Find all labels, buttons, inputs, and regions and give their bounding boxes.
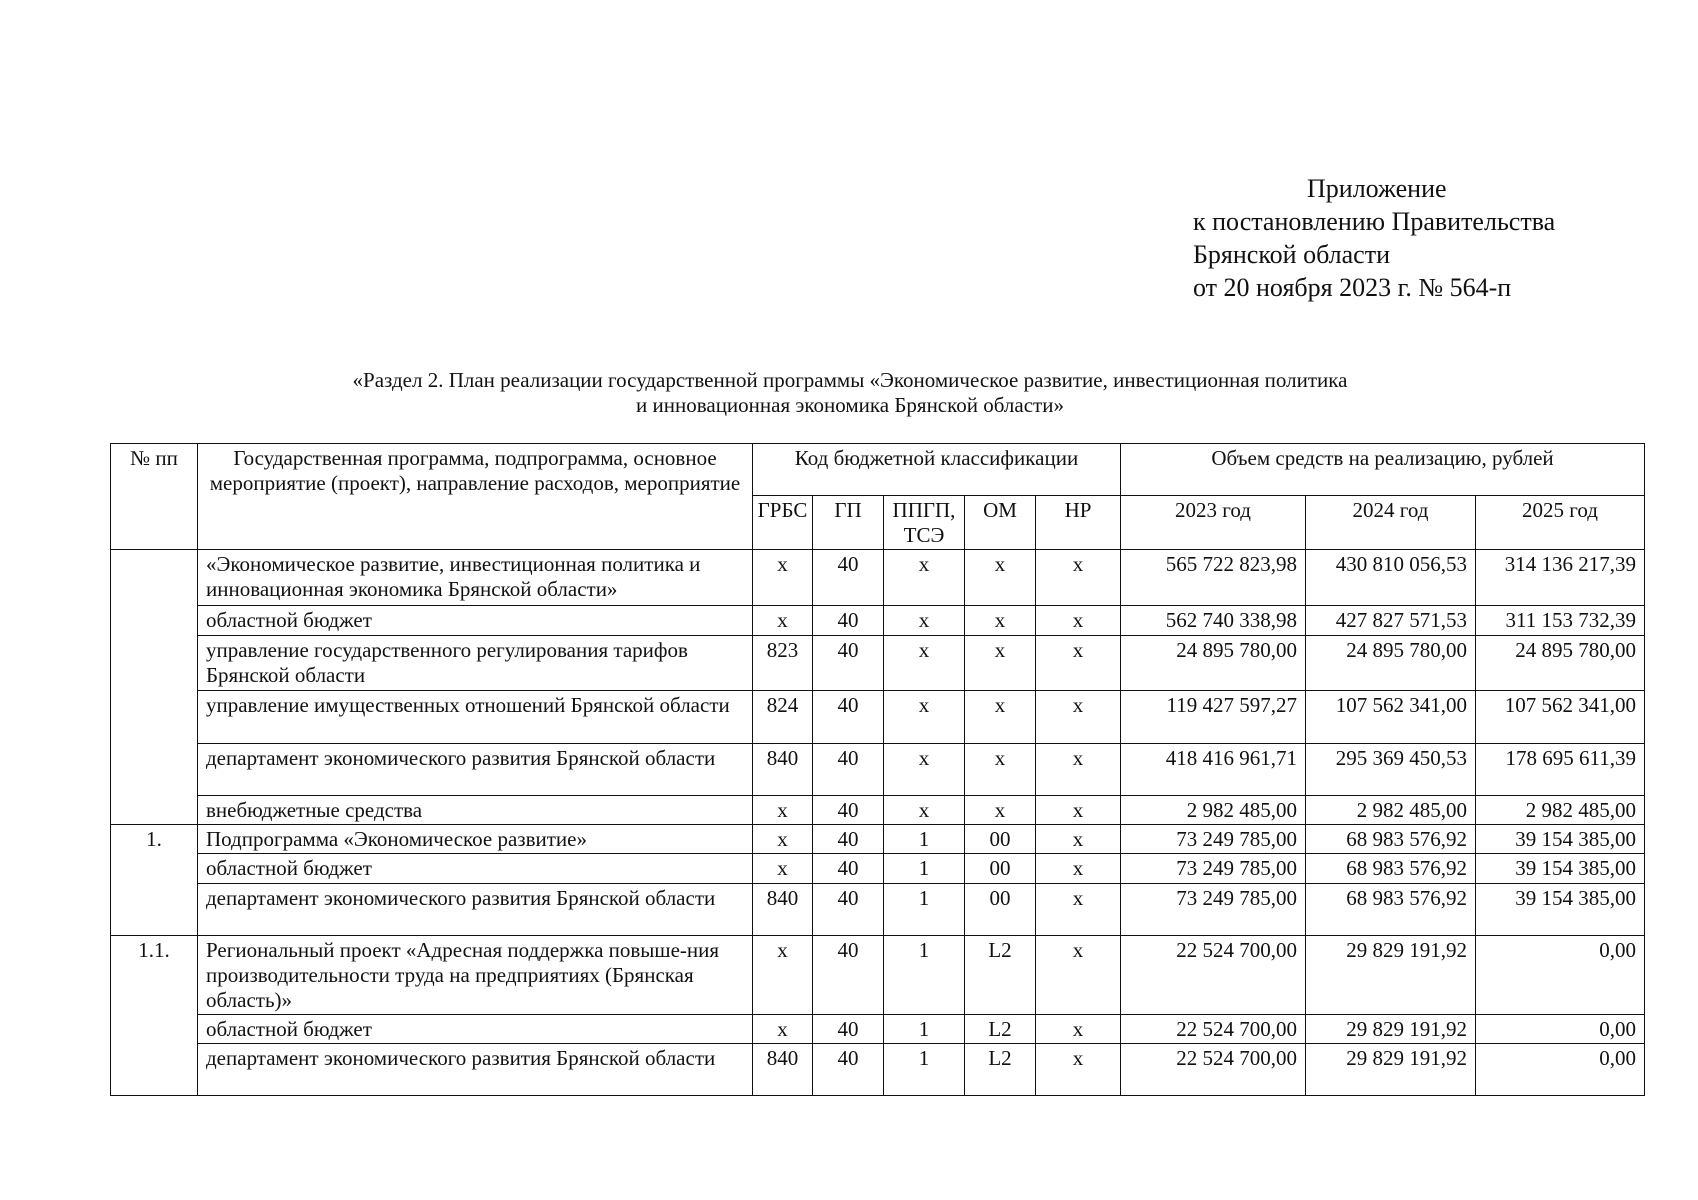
table-row bbox=[111, 744, 1645, 796]
row-2023: 119 427 597,27 bbox=[1121, 691, 1306, 744]
row-name: департамент экономического развития Брянской области bbox=[198, 744, 753, 796]
row-2024: 68 983 576,92 bbox=[1306, 825, 1476, 854]
row-2023: 418 416 961,71 bbox=[1121, 744, 1306, 796]
row-om: х bbox=[965, 691, 1036, 744]
row-2025: 39 154 385,00 bbox=[1476, 825, 1645, 854]
row-2024: 427 827 571,53 bbox=[1306, 606, 1476, 636]
row-gp: 40 bbox=[813, 936, 884, 1015]
row-2025: 0,00 bbox=[1476, 1044, 1645, 1096]
row-gp: 40 bbox=[813, 884, 884, 936]
row-name: областной бюджет bbox=[198, 606, 753, 636]
row-2023: 73 249 785,00 bbox=[1121, 854, 1306, 884]
row-num bbox=[111, 854, 198, 884]
row-name: Подпрограмма «Экономическое развитие» bbox=[198, 825, 753, 854]
row-2024: 29 829 191,92 bbox=[1306, 1015, 1476, 1044]
row-grbs: х bbox=[753, 550, 813, 606]
row-ppgp: 1 bbox=[884, 884, 965, 936]
row-ppgp: х bbox=[884, 744, 965, 796]
row-name: управление государственного регулирования тарифов Брянской области bbox=[198, 636, 753, 691]
table-body bbox=[111, 550, 1645, 1096]
row-om: 00 bbox=[965, 884, 1036, 936]
row-num bbox=[111, 1015, 198, 1044]
row-2023: 2 982 485,00 bbox=[1121, 796, 1306, 825]
row-gp: 40 bbox=[813, 606, 884, 636]
row-gp: 40 bbox=[813, 825, 884, 854]
row-gp: 40 bbox=[813, 691, 884, 744]
table-row bbox=[111, 691, 1645, 744]
header-2023: 2023 год bbox=[1121, 496, 1306, 550]
row-num bbox=[111, 636, 198, 691]
section-title-line-2: и инновационная экономика Брянской области» bbox=[636, 393, 1064, 417]
table-row bbox=[111, 1044, 1645, 1096]
row-2024: 68 983 576,92 bbox=[1306, 854, 1476, 884]
row-2025: 178 695 611,39 bbox=[1476, 744, 1645, 796]
row-2024: 68 983 576,92 bbox=[1306, 884, 1476, 936]
row-2024: 430 810 056,53 bbox=[1306, 550, 1476, 606]
row-ppgp: 1 bbox=[884, 854, 965, 884]
header-volume-group: Объем средств на реализацию, рублей bbox=[1121, 444, 1645, 496]
row-name: департамент экономического развития Брянской области bbox=[198, 884, 753, 936]
table-row bbox=[111, 606, 1645, 636]
row-2024: 295 369 450,53 bbox=[1306, 744, 1476, 796]
row-num bbox=[111, 884, 198, 936]
row-gp: 40 bbox=[813, 744, 884, 796]
row-name: Региональный проект «Адресная поддержка повыше-ния производительности труда на предприятиях (Брянская область)» bbox=[198, 936, 753, 1015]
table-row bbox=[111, 854, 1645, 884]
row-om: L2 bbox=[965, 936, 1036, 1015]
row-2025: 2 982 485,00 bbox=[1476, 796, 1645, 825]
table-row bbox=[111, 550, 1645, 606]
row-nr: х bbox=[1036, 854, 1121, 884]
appendix-resolution: к постановлению Правительства bbox=[1193, 207, 1556, 236]
row-nr: х bbox=[1036, 550, 1121, 606]
row-2023: 22 524 700,00 bbox=[1121, 1044, 1306, 1096]
row-2023: 73 249 785,00 bbox=[1121, 825, 1306, 854]
row-2023: 565 722 823,98 bbox=[1121, 550, 1306, 606]
row-grbs: х bbox=[753, 936, 813, 1015]
section-title bbox=[200, 368, 1500, 418]
row-2023: 73 249 785,00 bbox=[1121, 884, 1306, 936]
header-2024: 2024 год bbox=[1306, 496, 1476, 550]
row-nr: х bbox=[1036, 1044, 1121, 1096]
row-2025: 107 562 341,00 bbox=[1476, 691, 1645, 744]
row-ppgp: х bbox=[884, 606, 965, 636]
table-row bbox=[111, 1015, 1645, 1044]
row-nr: х bbox=[1036, 691, 1121, 744]
row-2023: 22 524 700,00 bbox=[1121, 1015, 1306, 1044]
row-nr: х bbox=[1036, 936, 1121, 1015]
header-gp: ГП bbox=[813, 496, 884, 550]
header-om: ОМ bbox=[965, 496, 1036, 550]
row-om: х bbox=[965, 606, 1036, 636]
row-2025: 39 154 385,00 bbox=[1476, 854, 1645, 884]
row-om: L2 bbox=[965, 1015, 1036, 1044]
appendix-date-number: от 20 ноября 2023 г. № 564-п bbox=[1193, 273, 1512, 302]
table-row bbox=[111, 636, 1645, 691]
row-ppgp: 1 bbox=[884, 1044, 965, 1096]
row-ppgp: х bbox=[884, 550, 965, 606]
header-ppgp: ППГП, ТСЭ bbox=[884, 496, 965, 550]
row-2025: 311 153 732,39 bbox=[1476, 606, 1645, 636]
row-grbs: 840 bbox=[753, 744, 813, 796]
row-gp: 40 bbox=[813, 854, 884, 884]
row-2024: 29 829 191,92 bbox=[1306, 936, 1476, 1015]
row-gp: 40 bbox=[813, 1044, 884, 1096]
row-num bbox=[111, 606, 198, 636]
row-grbs: 840 bbox=[753, 1044, 813, 1096]
row-nr: х bbox=[1036, 796, 1121, 825]
header-nr: НР bbox=[1036, 496, 1121, 550]
row-ppgp: 1 bbox=[884, 1015, 965, 1044]
row-name: департамент экономического развития Брянской области bbox=[198, 1044, 753, 1096]
row-2025: 24 895 780,00 bbox=[1476, 636, 1645, 691]
header-grbs: ГРБС bbox=[753, 496, 813, 550]
header-2025: 2025 год bbox=[1476, 496, 1645, 550]
appendix-block bbox=[1193, 172, 1555, 304]
header-name: Государственная программа, подпрограмма, основное мероприятие (проект), направление расходов, мероприятие bbox=[198, 444, 753, 550]
row-nr: х bbox=[1036, 884, 1121, 936]
row-2024: 24 895 780,00 bbox=[1306, 636, 1476, 691]
row-name: областной бюджет bbox=[198, 854, 753, 884]
appendix-title: Приложение bbox=[1307, 174, 1447, 203]
row-name: «Экономическое развитие, инвестиционная политика и инновационная экономика Брянской области» bbox=[198, 550, 753, 606]
table-row bbox=[111, 825, 1645, 854]
row-nr: х bbox=[1036, 744, 1121, 796]
row-2023: 24 895 780,00 bbox=[1121, 636, 1306, 691]
row-2023: 562 740 338,98 bbox=[1121, 606, 1306, 636]
row-nr: х bbox=[1036, 606, 1121, 636]
row-num bbox=[111, 1044, 198, 1096]
row-num bbox=[111, 744, 198, 796]
row-name: управление имущественных отношений Брянской области bbox=[198, 691, 753, 744]
implementation-plan-table bbox=[110, 443, 1645, 1096]
row-gp: 40 bbox=[813, 636, 884, 691]
row-2025: 39 154 385,00 bbox=[1476, 884, 1645, 936]
row-nr: х bbox=[1036, 636, 1121, 691]
row-num: 1.1. bbox=[111, 936, 198, 1015]
row-om: 00 bbox=[965, 825, 1036, 854]
row-om: 00 bbox=[965, 854, 1036, 884]
row-2024: 2 982 485,00 bbox=[1306, 796, 1476, 825]
row-ppgp: 1 bbox=[884, 936, 965, 1015]
row-2025: 0,00 bbox=[1476, 1015, 1645, 1044]
row-grbs: 840 bbox=[753, 884, 813, 936]
header-code-group: Код бюджетной классификации bbox=[753, 444, 1121, 496]
table-row bbox=[111, 936, 1645, 1015]
row-2024: 29 829 191,92 bbox=[1306, 1044, 1476, 1096]
row-ppgp: 1 bbox=[884, 825, 965, 854]
table-row bbox=[111, 884, 1645, 936]
row-om: х bbox=[965, 744, 1036, 796]
row-num bbox=[111, 691, 198, 744]
row-grbs: 823 bbox=[753, 636, 813, 691]
row-grbs: 824 bbox=[753, 691, 813, 744]
row-2025: 0,00 bbox=[1476, 936, 1645, 1015]
row-num: 1. bbox=[111, 825, 198, 854]
row-om: х bbox=[965, 550, 1036, 606]
row-grbs: х bbox=[753, 796, 813, 825]
row-om: х bbox=[965, 636, 1036, 691]
row-gp: 40 bbox=[813, 550, 884, 606]
row-gp: 40 bbox=[813, 1015, 884, 1044]
row-grbs: х bbox=[753, 1015, 813, 1044]
row-ppgp: х bbox=[884, 636, 965, 691]
row-name: областной бюджет bbox=[198, 1015, 753, 1044]
row-om: х bbox=[965, 796, 1036, 825]
row-om: L2 bbox=[965, 1044, 1036, 1096]
row-grbs: х bbox=[753, 854, 813, 884]
header-num: № пп bbox=[111, 444, 198, 550]
appendix-region: Брянской области bbox=[1193, 240, 1390, 269]
row-2024: 107 562 341,00 bbox=[1306, 691, 1476, 744]
section-title-line-1: «Раздел 2. План реализации государственной программы «Экономическое развитие, инвестиционная политика bbox=[352, 368, 1348, 392]
table-header bbox=[111, 444, 1645, 550]
row-grbs: х bbox=[753, 606, 813, 636]
row-gp: 40 bbox=[813, 796, 884, 825]
row-name: внебюджетные средства bbox=[198, 796, 753, 825]
row-2023: 22 524 700,00 bbox=[1121, 936, 1306, 1015]
row-num bbox=[111, 796, 198, 825]
row-ppgp: х bbox=[884, 796, 965, 825]
row-grbs: х bbox=[753, 825, 813, 854]
row-nr: х bbox=[1036, 1015, 1121, 1044]
row-2025: 314 136 217,39 bbox=[1476, 550, 1645, 606]
row-ppgp: х bbox=[884, 691, 965, 744]
row-num bbox=[111, 550, 198, 606]
row-nr: х bbox=[1036, 825, 1121, 854]
table-row bbox=[111, 796, 1645, 825]
